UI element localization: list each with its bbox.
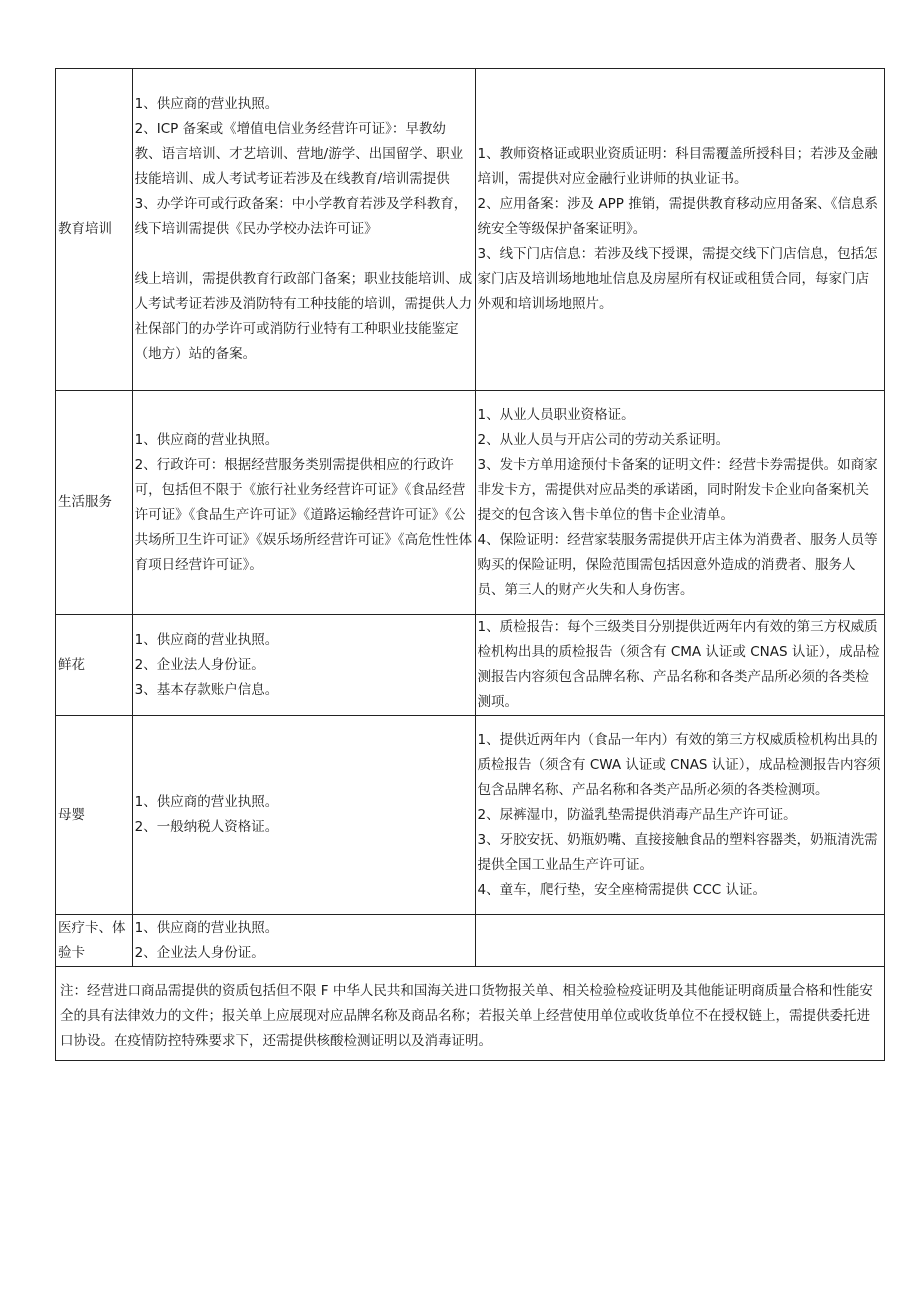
extra-item: 4、童车，爬行垫，安全座椅需提供 CCC 认证。 bbox=[477, 881, 766, 898]
requirements-cell bbox=[132, 915, 475, 967]
category-cell: 鲜花 bbox=[56, 615, 133, 716]
requirements-cell bbox=[132, 615, 475, 716]
extra-item: 3、牙胶安抚、奶瓶奶嘴、直接接触食品的塑料容器类，奶瓶清洗需提供全国工业品生产许可证。 bbox=[477, 831, 878, 873]
qualification-table bbox=[55, 68, 885, 1061]
extra-item: 1、教师资格证或职业资质证明：科目需覆盖所授科目；若涉及金融培训，需提供对应金融行业讲师的执业证书。 bbox=[477, 146, 878, 187]
requirement-item: 1、供应商的营业执照。 bbox=[134, 919, 279, 936]
extra-cell bbox=[475, 69, 884, 391]
extra-item: 1、质检报告：每个三级类目分别提供近两年内有效的第三方权威质检机构出具的质检报告（须含有 CMA 认证或 CNAS 认证），成品检测报告内容须包含品牌名称、产品名称和各类产品所必须的各类检测项。 bbox=[477, 619, 880, 710]
requirement-item: 2、企业法人身份证。 bbox=[134, 656, 265, 673]
extra-cell bbox=[475, 391, 884, 615]
extra-item: 3、线下门店信息：若涉及线下授课，需提交线下门店信息，包括怎家门店及培训场地地址信息及房屋所有权证或租赁合同，每家门店外观和培训场地照片。 bbox=[477, 246, 878, 312]
requirement-item: 1、供应商的营业执照。 bbox=[134, 431, 279, 448]
category-cell: 教育培训 bbox=[56, 69, 133, 391]
table-row bbox=[56, 915, 885, 967]
extra-item: 3、发卡方单用途预付卡备案的证明文件：经营卡券需提供。如商家非发卡方，需提供对应品类的承诺函，同时附发卡企业向备案机关提交的包含该入售卡单位的售卡企业清单。 bbox=[477, 456, 878, 523]
requirement-item: 2、一般纳税人资格证。 bbox=[134, 819, 279, 835]
requirement-item: 2、企业法人身份证。 bbox=[134, 944, 265, 961]
requirement-item: 1、供应商的营业执照。 bbox=[134, 631, 279, 648]
category-cell: 母婴 bbox=[56, 716, 133, 915]
requirement-item: 2、行政许可：根据经营服务类别需提供相应的行政许可，包括但不限于《旅行社业务经营许可证》《食品经营许可证》《食品生产许可证》《道路运输经营许可证》《公共场所卫生许可证》《娱乐场所经营许可证》《高危性性体育项日经营许可证》。 bbox=[134, 456, 473, 573]
requirement-item: 线上培训，需提供教育行政部门备案；职业技能培训、成人考试考证若涉及消防特有工种技能的培训，需提供人力社保部门的办学许可或消防行业特有工种职业技能鉴定（地方）站的备案。 bbox=[134, 271, 473, 362]
note-text: 注：经营进口商品需提供的资质包括但不限 F 中华人民共和国海关进口货物报关单、相关检验检疫证明及其他能证明商质量合格和性能安全的具有法律效力的文件；报关单上应展现对应品牌名称及商品名称；若报关单上经营使用单位或收货单位不在授权链上，需提供委托进口协设。在疫情防控特殊要求下，还需提供核酸检测证明以及消毒证明。 bbox=[56, 967, 885, 1061]
requirement-item: 3、基本存款账户信息。 bbox=[134, 681, 279, 698]
extra-item: 1、从业人员职业资格证。 bbox=[477, 406, 635, 423]
extra-item: 2、应用备案：涉及 APP 推销，需提供教育移动应用备案、《信息系统安全等级保护备案证明》。 bbox=[477, 196, 878, 237]
category-cell: 医疗卡、体验卡 bbox=[56, 915, 133, 967]
requirement-item: 1、供应商的营业执照。 bbox=[134, 794, 279, 810]
requirements-cell bbox=[132, 391, 475, 615]
extra-item: 1、提供近两年内（食品一年内）有效的第三方权威质检机构出具的质检报告（须含有 CWA 认证或 CNAS 认证），成品检测报告内容须包含品牌名称、产品名称和各类产品所必须的各类检测项。 bbox=[477, 731, 881, 798]
extra-item: 4、保险证明：经营家装服务需提供开店主体为消费者、服务人员等购买的保险证明，保险范围需包括因意外造成的消费者、服务人员、第三人的财产火失和人身伤害。 bbox=[477, 531, 878, 598]
requirement-item: 3、办学许可或行政备案：中小学教育若涉及学科教育，线下培训需提供《民办学校办法许可证》 bbox=[134, 196, 468, 237]
table-row bbox=[56, 716, 885, 915]
extra-item: 2、从业人员与开店公司的劳动关系证明。 bbox=[477, 431, 730, 448]
table-row bbox=[56, 69, 885, 391]
requirement-item: 1、供应商的营业执照。 bbox=[134, 96, 279, 112]
requirements-cell bbox=[132, 716, 475, 915]
note-row bbox=[56, 967, 885, 1061]
table-row bbox=[56, 615, 885, 716]
extra-cell bbox=[475, 615, 884, 716]
spacer bbox=[135, 242, 473, 267]
requirement-item: 2、ICP 备案或《增值电信业务经营许可证》：早教幼教、语言培训、才艺培训、营地/游学、出国留学、职业技能培训、成人考试考证若涉及在线教育/培训需提供 bbox=[134, 121, 464, 187]
category-cell: 生活服务 bbox=[56, 391, 133, 615]
extra-cell bbox=[475, 716, 884, 915]
extra-item: 2、尿裤湿巾，防溢乳垫需提供消毒产品生产许可证。 bbox=[477, 806, 797, 823]
table-row bbox=[56, 391, 885, 615]
extra-cell bbox=[475, 915, 884, 967]
requirements-cell bbox=[132, 69, 475, 391]
